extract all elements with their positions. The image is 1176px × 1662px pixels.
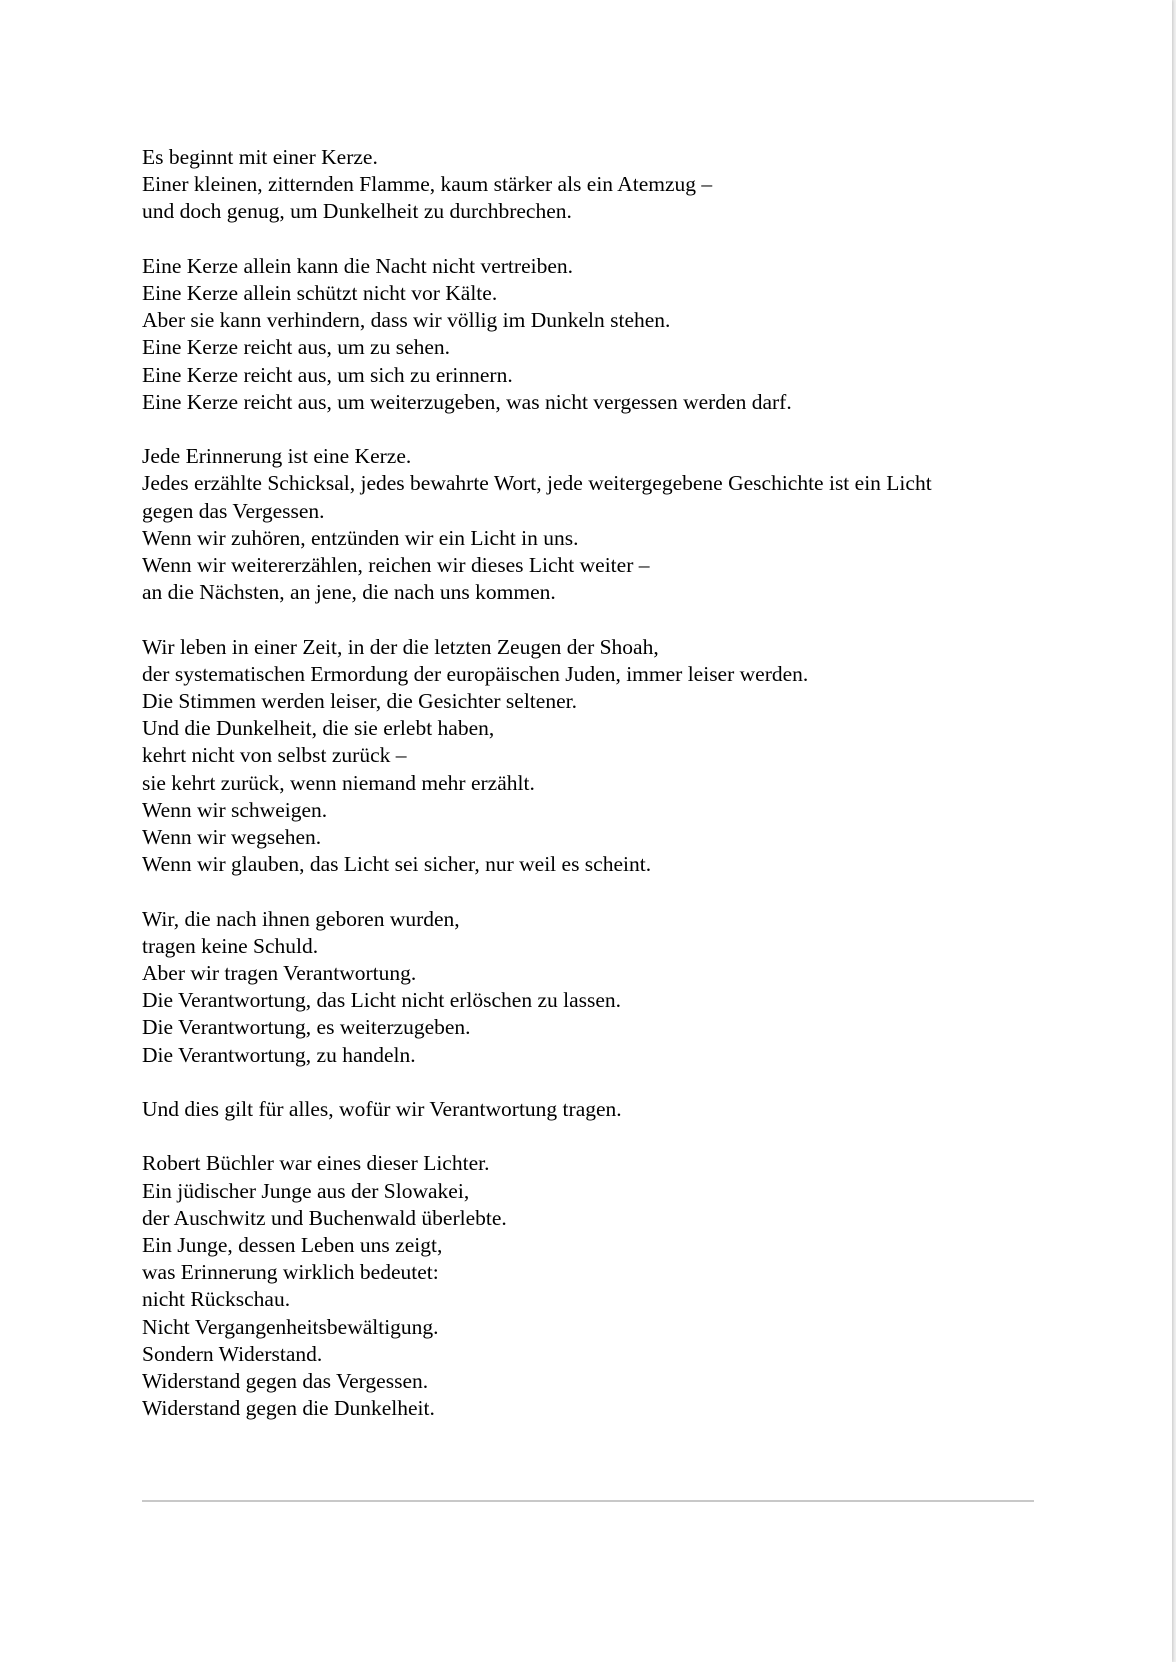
text-line: Eine Kerze allein schützt nicht vor Kälte. — [142, 281, 498, 305]
text-line: Einer kleinen, zitternden Flamme, kaum stärker als ein Atemzug – — [142, 172, 713, 197]
text-line: Die Stimmen werden leiser, die Gesichter seltener. — [142, 689, 577, 714]
stanza — [142, 1150, 1042, 1422]
text-line: Ein Junge, dessen Leben uns zeigt, — [142, 1233, 443, 1258]
text-line: Nicht Vergangenheitsbewältigung. — [142, 1314, 439, 1339]
text-line: Wir, die nach ihnen geboren wurden, — [142, 906, 460, 931]
text-line: Es beginnt mit einer Kerze. — [142, 145, 378, 169]
text-line: nicht Rückschau. — [142, 1287, 291, 1312]
text-line: Wenn wir glauben, das Licht sei sicher, nur weil es scheint. — [142, 852, 652, 877]
text-line: Wenn wir zuhören, entzünden wir ein Licht in uns. — [142, 525, 579, 550]
text-line: Sondern Widerstand. — [142, 1341, 323, 1366]
text-line: kehrt nicht von selbst zurück – — [142, 743, 407, 768]
text-line: Jedes erzählte Schicksal, jedes bewahrte Wort, jede weitergegebene Geschichte ist ein Licht — [142, 471, 932, 496]
text-line: Wenn wir weitererzählen, reichen wir dieses Licht weiter – — [142, 553, 650, 578]
text-line: Wenn wir schweigen. — [142, 797, 328, 822]
text-line: Eine Kerze reicht aus, um zu sehen. — [142, 335, 451, 360]
text-line: Widerstand gegen das Vergessen. — [142, 1369, 429, 1394]
text-line: Ein jüdischer Junge aus der Slowakei, — [142, 1178, 470, 1203]
stanza — [142, 443, 1042, 606]
text-line: an die Nächsten, an jene, die nach uns kommen. — [142, 580, 556, 605]
text-line: und doch genug, um Dunkelheit zu durchbrechen. — [142, 199, 572, 224]
text-line: sie kehrt zurück, wenn niemand mehr erzählt. — [142, 770, 535, 795]
text-line: Jede Erinnerung ist eine Kerze. — [142, 444, 412, 469]
text-line: Eine Kerze reicht aus, um sich zu erinnern. — [142, 362, 513, 387]
text-line: Widerstand gegen die Dunkelheit. — [142, 1396, 435, 1421]
stanza — [142, 906, 1042, 1069]
text-line: gegen das Vergessen. — [142, 498, 325, 523]
text-line: der Auschwitz und Buchenwald überlebte. — [142, 1205, 507, 1230]
text-line: Aber wir tragen Verantwortung. — [142, 961, 417, 986]
stanza — [142, 634, 1042, 879]
text-line: was Erinnerung wirklich bedeutet: — [142, 1260, 439, 1285]
text-line: Wir leben in einer Zeit, in der die letzten Zeugen der Shoah, — [142, 634, 659, 659]
text-line: Die Verantwortung, zu handeln. — [142, 1042, 416, 1067]
text-line: Die Verantwortung, es weiterzugeben. — [142, 1015, 471, 1040]
text-line: Wenn wir wegsehen. — [142, 825, 322, 850]
text-line: Und dies gilt für alles, wofür wir Verantwortung tragen. — [142, 1097, 622, 1122]
stanza — [142, 253, 1042, 416]
document-body — [142, 144, 1042, 1450]
text-line: tragen keine Schuld. — [142, 933, 319, 958]
text-line: der systematischen Ermordung der europäischen Juden, immer leiser werden. — [142, 661, 809, 686]
text-line: Eine Kerze reicht aus, um weiterzugeben, was nicht vergessen werden darf. — [142, 389, 792, 414]
stanza — [142, 1096, 1042, 1123]
text-line: Die Verantwortung, das Licht nicht erlöschen zu lassen. — [142, 988, 622, 1013]
text-line: Und die Dunkelheit, die sie erlebt haben, — [142, 716, 495, 741]
text-line: Robert Büchler war eines dieser Lichter. — [142, 1151, 490, 1176]
footer-divider — [142, 1500, 1034, 1502]
text-line: Aber sie kann verhindern, dass wir völlig im Dunkeln stehen. — [142, 308, 671, 333]
stanza — [142, 144, 1042, 226]
text-line: Eine Kerze allein kann die Nacht nicht vertreiben. — [142, 253, 573, 278]
